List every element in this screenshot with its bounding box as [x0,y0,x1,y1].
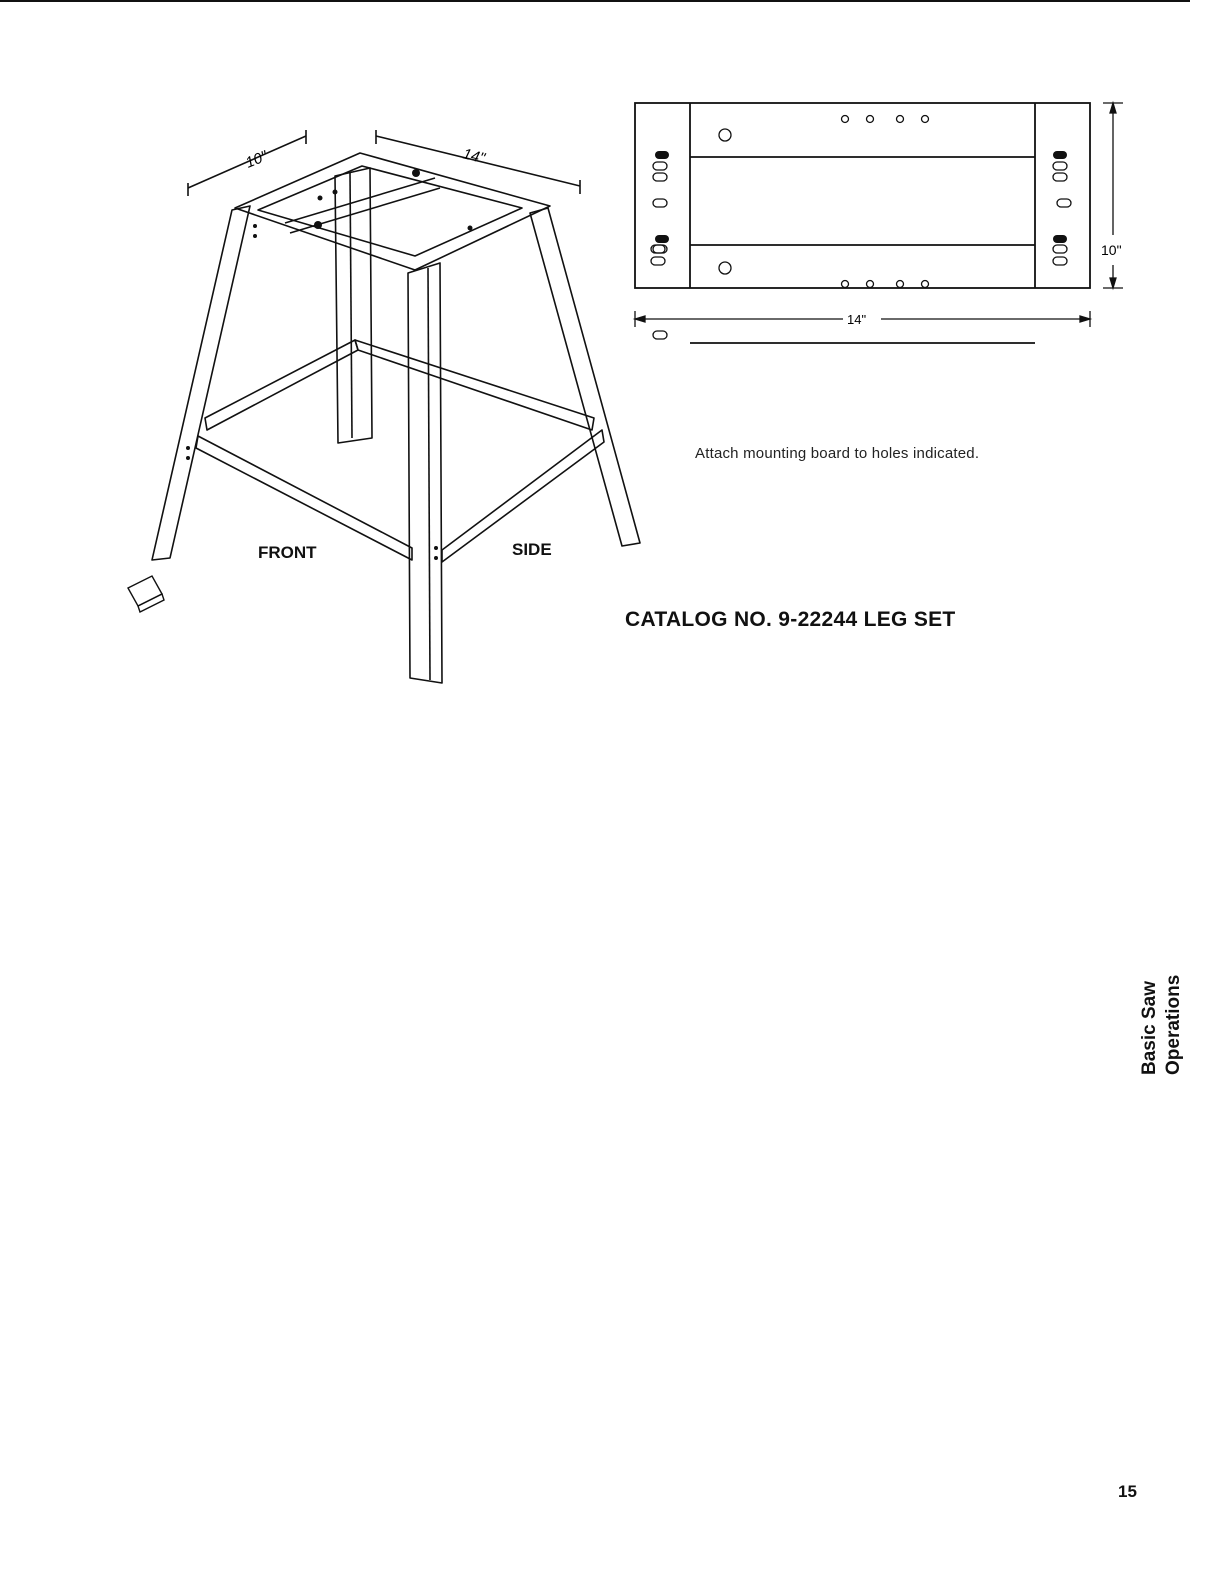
stretcher-back-left [205,340,358,430]
mounting-board-diagram [625,95,1145,435]
section-tab-line2: Operations [1163,974,1184,1075]
page-number: 15 [1118,1482,1137,1501]
stretcher-back-right [355,340,594,430]
top-frame-outline [235,153,550,270]
board-outline [635,103,1090,288]
leg-back-left [152,206,250,560]
catalog-title: CATALOG NO. 9-22244 LEG SET [625,608,956,631]
board-dim-height: 10" [1101,242,1122,258]
indicated-hole [655,151,669,159]
stand-dim-length: 14" [461,145,487,168]
indicated-hole [655,235,669,243]
label-front: FRONT [258,543,317,562]
section-tab-line1: Basic Saw [1139,981,1160,1075]
board-caption: Attach mounting board to holes indicated. [695,445,980,462]
foot-cap [128,576,164,612]
top-frame-inner [258,166,522,256]
leg-back-right [530,208,640,546]
top-rule [0,0,1190,2]
leg-stand-illustration [110,118,670,693]
section-tab [1138,945,1194,1075]
stretcher-front-left [196,436,412,560]
leg-front [408,263,442,683]
stand-dim-width: 10" [243,147,270,172]
indicated-hole [1053,235,1067,243]
indicated-hole [1053,151,1067,159]
label-side: SIDE [512,540,552,559]
board-dim-width: 14" [847,312,867,327]
